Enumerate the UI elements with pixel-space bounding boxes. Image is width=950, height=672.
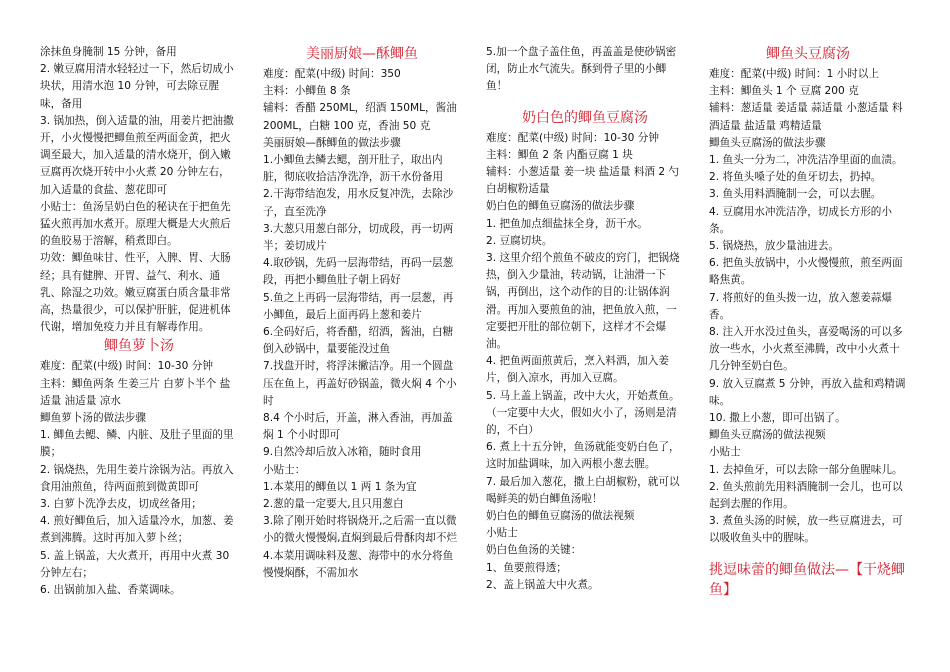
paragraph: 10. 撒上小葱，即可出锅了。 xyxy=(709,412,846,425)
paragraph: 6.全码好后，将香醋，绍酒，酱油，白糖倒入砂锅中，量要能没过鱼 xyxy=(263,326,454,356)
paragraph: 4. 煎好鲫鱼后，加入适量冷水，加葱、姜煮到沸腾。这时再加入萝卜丝； xyxy=(40,515,234,545)
paragraph: 8.4 个小时后，开盖，淋入香油，再加盖焖 1 个小时即可 xyxy=(263,412,453,442)
paragraph: 6. 煮上十五分钟，鱼汤就能变奶白色了，这时加盐调味，加入两根小葱去腥。 xyxy=(486,441,680,471)
paragraph: 1.本菜用的鲫鱼以 1 两 1 条为宜 xyxy=(263,480,417,493)
paragraph: 1. 去掉鱼牙，可以去除一部分鱼腥味儿。 xyxy=(709,463,903,476)
paragraph: 3. 这里介绍个煎鱼不破皮的窍门，把锅烧热，倒入少量油，转动锅，让油滑一下锅，再倒出，这个动作的目的:让锅体润滑。再加入要煎鱼的油，把鱼放入煎，一定要把开肚的部位朝下，这样才不会爆油。 xyxy=(486,252,680,351)
column-4 xyxy=(709,44,907,602)
paragraph: 4.取砂锅，先码一层海带结，再码一层葱段，再把小鲫鱼肚子朝上码好 xyxy=(263,257,454,287)
paragraph: 3. 鱼头用料酒腌制一会，可以去腥。 xyxy=(709,188,882,201)
paragraph: 1.小鲫鱼去鳞去鳃，剖开肚子，取出内脏，彻底收拾洁净洗净，沥干水份备用 xyxy=(263,154,444,184)
paragraph: 主料：小鲫鱼 8 条 xyxy=(263,85,351,98)
paragraph: 8. 注入开水没过鱼头，喜爱喝汤的可以多放一些水，小火煮至沸腾，改中小火煮十几分钟至奶白色。 xyxy=(709,326,903,373)
paragraph: 奶白色的鲫鱼豆腐汤的做法步骤 xyxy=(486,200,635,213)
paragraph: 4.本菜用调味料及葱、海带中的水分将鱼慢慢焖酥，不需加水 xyxy=(263,549,454,579)
paragraph: 辅料：小葱适量 姜一块 盐适量 料酒 2 勺 xyxy=(486,166,680,179)
paragraph: 主料：鲫鱼两条 生姜三片 白萝卜半个 盐适量 油适量 凉水 xyxy=(40,377,231,407)
paragraph: 小贴士 xyxy=(709,446,741,459)
paragraph: 鲫鱼头豆腐汤的做法步骤 xyxy=(709,136,826,149)
paragraph: 鲫鱼头豆腐汤的做法视频 xyxy=(709,429,826,442)
paragraph: 美丽厨娘—酥鲫鱼的做法步骤 xyxy=(263,136,401,149)
paragraph: 2.干海带结泡发，用水反复冲洗，去除沙子，直至洗净 xyxy=(263,188,454,218)
paragraph: 9.自然冷却后放入冰箱，随时食用 xyxy=(263,446,422,459)
paragraph: 辅料：香醋 250ML，绍酒 150ML，酱油 200ML，白糖 100 克，香油 50 克 xyxy=(263,102,457,132)
paragraph: 鲫鱼萝卜汤的做法步骤 xyxy=(40,412,146,425)
paragraph: 难度：配菜(中级) 时间：350 xyxy=(263,68,401,80)
paragraph: 小贴士 xyxy=(486,527,518,540)
paragraph: 1、鱼要煎得透； xyxy=(486,561,567,574)
paragraph: 2. 鱼头煎前先用料酒腌制一会儿，也可以起到去腥的作用。 xyxy=(709,480,903,511)
paragraph: 1. 把鱼加点细盐抹全身，沥干水。 xyxy=(486,217,648,230)
paragraph: 难度：配菜(中级) 时间：1 小时以上 xyxy=(709,68,880,80)
column-2 xyxy=(263,44,461,582)
paragraph: 辅料：葱适量 姜适量 蒜适量 小葱适量 料酒适量 盐适量 鸡精适量 xyxy=(709,102,903,132)
paragraph: 难度：配菜(中级) 时间：10-30 分钟 xyxy=(40,360,213,373)
paragraph: 2.葱的量一定要大,且只用葱白 xyxy=(263,498,404,511)
recipe-title: 挑逗味蕾的鲫鱼做法—【干烧鲫鱼】 xyxy=(709,561,905,598)
paragraph: 2、盖上锅盖大中火煮。 xyxy=(486,578,599,591)
paragraph: 7.找盘开时，将浮沫撇洁净。用一个圆盘压在鱼上，再盖好砂锅盖，微火焖 4 个小时 xyxy=(263,360,457,407)
paragraph: 3. 煮鱼头汤的时候，放一些豆腐进去，可以吸收鱼头中的腥味。 xyxy=(709,515,903,545)
paragraph: 7. 最后加入葱花，撒上白胡椒粉，就可以喝鲜美的奶白鲫鱼汤啦！ xyxy=(486,475,680,505)
paragraph: 功效：鲫鱼味甘、性平，入脾、胃、大肠经；具有健脾、开胃、益气、利水、通乳、除湿之功效。嫩豆腐蛋白质含量非常高，热量很少，可以保护肝脏，促进机体代谢，增加免疫力并且有解毒作用。 xyxy=(40,252,231,334)
paragraph: 奶白色鱼汤的关键： xyxy=(486,544,582,557)
paragraph: 4. 豆腐用水冲洗洁净，切成长方形的小条。 xyxy=(709,205,892,235)
paragraph: 6. 把鱼头放锅中，小火慢慢煎，煎至两面略焦黄。 xyxy=(709,257,903,287)
paragraph: 5.加一个盘子盖住鱼，再盖盖是使砂锅密闭，防止水气流失。酥到骨子里的小鲫鱼！ xyxy=(486,46,677,93)
paragraph: 主料：鲫鱼 2 条 内酯豆腐 1 块 xyxy=(486,148,633,161)
paragraph: 9. 放入豆腐煮 5 分钟，再放入盐和鸡精调味。 xyxy=(709,377,906,407)
paragraph: 1. 鲫鱼去鳃、鳞、内脏、及肚子里面的里膜； xyxy=(40,429,234,459)
paragraph: 白胡椒粉适量 xyxy=(486,183,550,196)
paragraph: 2. 锅烧热，先用生姜片涂锅为沾。再放入食用油煎鱼，待两面煎到微黄即可 xyxy=(40,463,234,493)
paragraph: 难度：配菜(中级) 时间：10-30 分钟 xyxy=(486,131,659,144)
paragraph: 2. 将鱼头嗓子处的鱼牙切去，扔掉。 xyxy=(709,171,882,184)
paragraph: 3. 锅加热，倒入适量的油，用姜片把油撒开，小火慢慢把鲫鱼煎至两面金黄，把火调至最大，加入适量的清水烧开，倒入嫩豆腐再次烧开转中小火煮 20 分钟左右，加入适量的食盐、葱花即可 xyxy=(40,114,234,196)
paragraph: 6. 出锅前加入盐、香菜调味。 xyxy=(40,584,181,597)
column-3 xyxy=(486,44,684,594)
paragraph: 3.大葱只用葱白部分，切成段，再一切两半；姜切成片 xyxy=(263,222,454,253)
paragraph: 5. 马上盖上锅盖，改中大火，开始煮鱼。（一定要中大火，假如火小了，汤则是清的，不白） xyxy=(486,389,680,437)
paragraph: 2. 嫩豆腐用清水轻轻过一下，然后切成小块状，用清水泡 10 分钟，可去除豆腥味，备用 xyxy=(40,63,234,110)
recipe-title: 美丽厨娘—酥鲫鱼 xyxy=(306,46,418,62)
paragraph: 小贴士：鱼汤呈奶白色的秘诀在于把鱼先猛火煎再加水煮开。原理大概是大火煎后的鱼胶易于溶解，稍煮即白。 xyxy=(40,200,231,248)
paragraph: 1. 鱼头一分为二，冲洗洁净里面的血渍。 xyxy=(709,154,903,167)
paragraph: 奶白色的鲫鱼豆腐汤的做法视频 xyxy=(486,510,635,523)
paragraph: 5. 盖上锅盖，大火煮开，再用中火煮 30 分钟左右； xyxy=(40,549,230,579)
paragraph: 主料：鲫鱼头 1 个 豆腐 200 克 xyxy=(709,85,859,98)
column-1 xyxy=(40,44,238,599)
recipe-title: 鲫鱼萝卜汤 xyxy=(104,338,174,355)
paragraph: 5.鱼之上再码一层海带结，再一层葱，再小鲫鱼，最后上面再码上葱和姜片 xyxy=(263,291,454,321)
paragraph: 4. 把鱼两面煎黄后，烹入料酒，加入姜片，倒入凉水，再加入豆腐。 xyxy=(486,355,669,385)
paragraph: 7. 将煎好的鱼头拨一边，放入葱姜蒜爆香。 xyxy=(709,291,892,321)
paragraph: 小贴士： xyxy=(263,463,306,476)
paragraph: 3. 白萝卜洗净去皮，切成丝备用； xyxy=(40,498,202,511)
paragraph: 涂抹鱼身腌制 15 分钟，备用 xyxy=(40,46,177,58)
paragraph: 3.除了刚开始时将锅烧开,之后需一直以微小的微火慢慢焖,直焖到最后骨酥肉却不烂 xyxy=(263,515,458,545)
recipe-title: 奶白色的鲫鱼豆腐汤 xyxy=(522,109,648,126)
paragraph: 5. 锅烧热，放少量油进去。 xyxy=(709,240,840,253)
recipe-title: 鲫鱼头豆腐汤 xyxy=(766,46,850,62)
paragraph: 2. 豆腐切块。 xyxy=(486,234,553,247)
